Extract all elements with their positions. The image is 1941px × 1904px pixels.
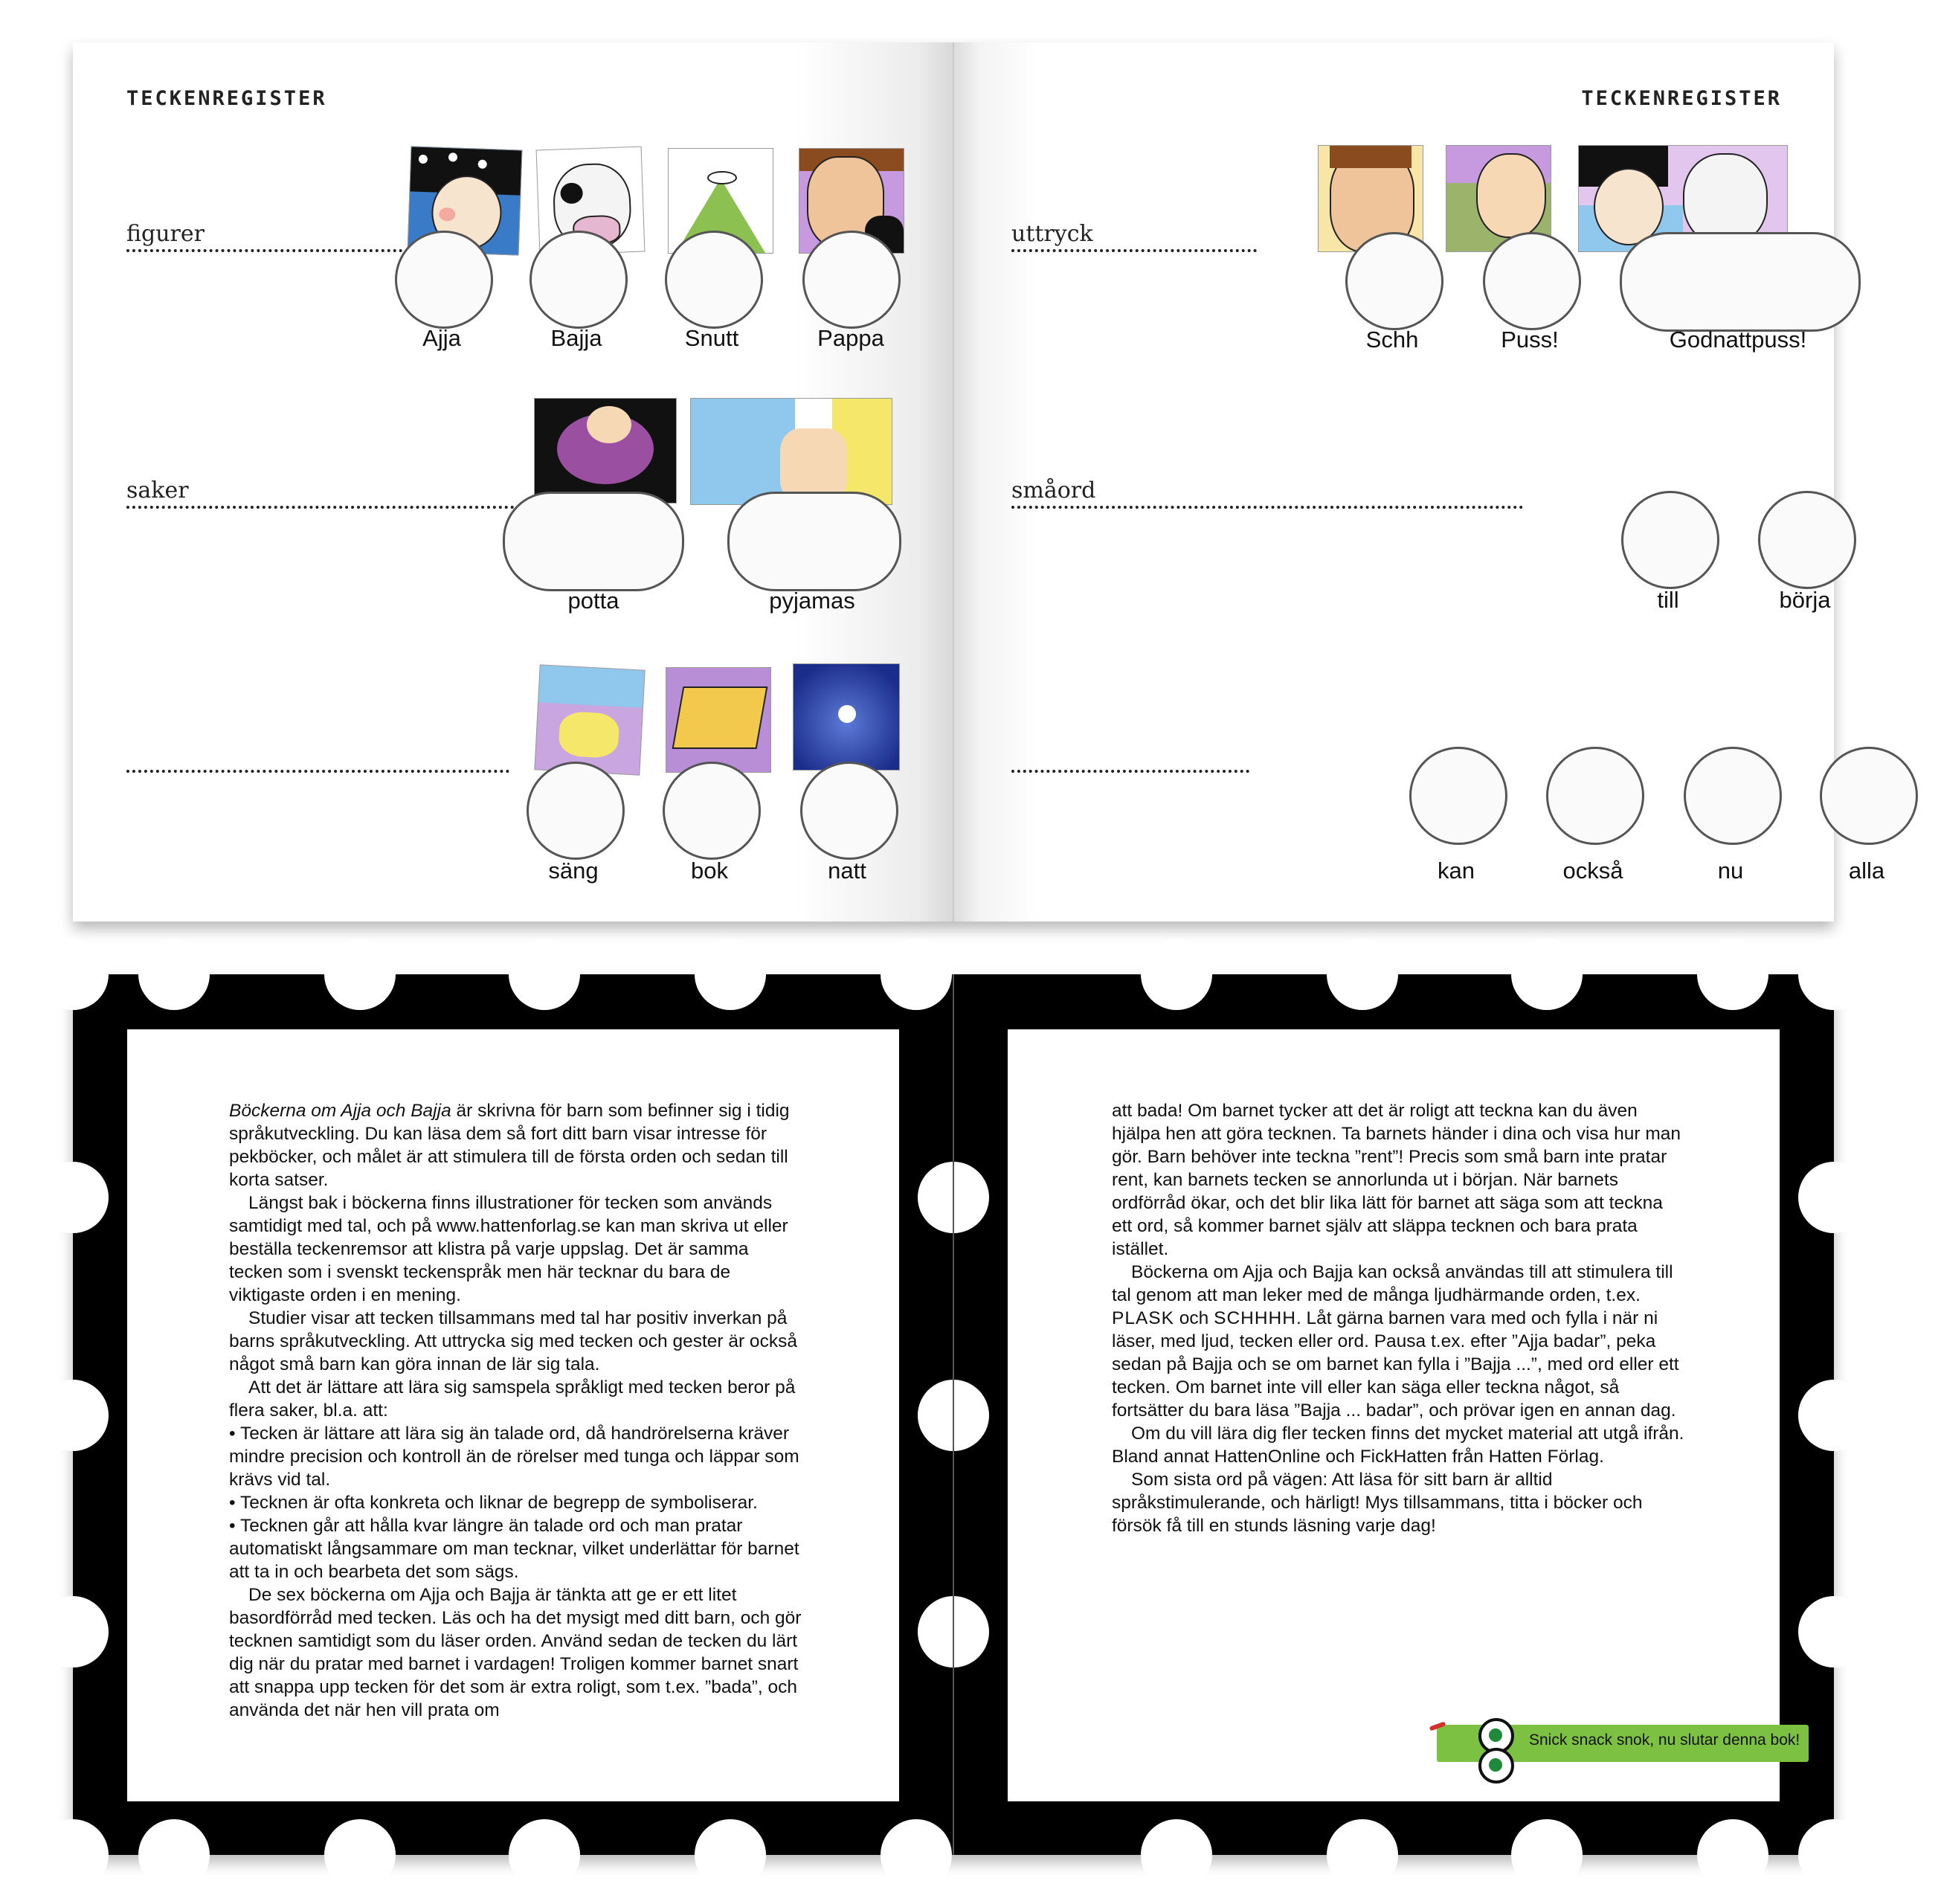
sign-natt-icon	[800, 762, 898, 860]
foreword-text-right	[1112, 1099, 1684, 1537]
polka-dot	[1697, 1819, 1768, 1891]
polka-dot	[324, 939, 396, 1010]
book-spine	[953, 42, 954, 922]
category-label: figurer	[126, 221, 205, 247]
paragraph: och	[1174, 1308, 1214, 1328]
category-label: saker	[126, 477, 189, 504]
polka-dot	[324, 1819, 396, 1891]
polka-dot	[881, 939, 952, 1010]
polka-dot	[1141, 939, 1212, 1010]
polka-dot	[37, 939, 109, 1010]
sign-pyjamas-icon	[727, 492, 901, 591]
dotted-line	[1011, 770, 1249, 773]
paragraph: att bada! Om barnet tycker att det är roligt att teckna kan du även hjälpa hen att göra tecknen. Ta barnets händer i dina och visa hur man gör. Barn behöver inte teckna ”rent”! Precis som små barn inte pratar rent, kan barnets tecken se annorlunda ut i början. När barnets ordförråd ökar, och det blir lika lätt för barnet att säga som att teckna ett ord, så kommer barnet själv att släppa tecknen och bara prata istället.	[1112, 1101, 1681, 1259]
pyjamas-illustration	[690, 398, 892, 505]
register-page-left	[73, 42, 953, 922]
sign-schh-icon	[1345, 232, 1443, 330]
dotted-line	[126, 506, 561, 509]
polka-dot	[1511, 1819, 1583, 1891]
polka-dot	[138, 939, 210, 1010]
polka-dot	[1511, 939, 1583, 1010]
paragraph: Att det är lättare att lära sig samspela språkligt med tecken beror på flera saker, bl.a. att:	[229, 1377, 796, 1421]
paragraph: Som sista ord på vägen: Att läsa för sitt barn är alltid språkstimulerande, och härligt! Mys tillsammans, titta i böcker och försök få till en stunds läsning varje dag!	[1112, 1470, 1643, 1536]
word-label: potta	[567, 588, 619, 614]
bullet-item: • Tecken är lättare att lära sig än talade ord, då handrörelserna kräver mindre precision och kontroll än de rörelser med tunga och läppar som krävs vid tal.	[229, 1424, 799, 1490]
sign-bok-icon	[663, 762, 761, 860]
word-label: börja	[1779, 587, 1831, 613]
category-label: småord	[1011, 477, 1096, 504]
polka-dot	[1798, 939, 1870, 1010]
sign-sang-icon	[527, 762, 625, 860]
paragraph: Böckerna om Ajja och Bajja kan också användas till att stimulera till tal genom att man leker med de många ljudhärmande orden, t.ex.	[1112, 1262, 1673, 1305]
dotted-line	[1011, 249, 1257, 252]
sign-ocksa-icon	[1546, 747, 1644, 845]
page-heading: TECKENREGISTER	[126, 87, 327, 110]
word-label: säng	[548, 858, 599, 884]
book-series-title: Böckerna om Ajja och Bajja	[229, 1101, 451, 1121]
polka-dot	[37, 1162, 109, 1233]
natt-illustration	[793, 663, 900, 771]
polka-dot	[37, 1380, 109, 1451]
bullet-item: • Tecknen går att hålla kvar längre än talade ord och man pratar automatiskt långsammare om man tecknar, vilket underlättar för barnet att ta in och bearbeta det som sägs.	[229, 1516, 799, 1582]
word-label: Pappa	[817, 325, 884, 351]
sang-illustration	[534, 664, 645, 775]
word-label: bok	[691, 858, 728, 884]
sign-kan-icon	[1409, 747, 1507, 845]
bok-illustration	[666, 667, 771, 773]
polka-dot	[1798, 1819, 1870, 1891]
polka-dot	[509, 1819, 580, 1891]
polka-dot	[1327, 939, 1398, 1010]
sign-potta-icon	[503, 492, 684, 591]
polka-dot	[695, 939, 766, 1010]
word-label: Bajja	[550, 325, 602, 351]
snake-banner-text: Snick snack snok, nu slutar denna bok!	[1529, 1731, 1800, 1749]
word-label: Snutt	[684, 325, 739, 351]
word-label: kan	[1438, 858, 1475, 884]
word-label: natt	[828, 858, 866, 884]
polka-dot	[1141, 1819, 1212, 1891]
dotted-line	[126, 770, 509, 773]
potta-illustration	[534, 398, 677, 504]
paragraph: Om du vill lära dig fler tecken finns det mycket material att utgå ifrån. Bland annat HattenOnline och FickHatten från Hatten Förlag.	[1112, 1424, 1684, 1467]
polka-dot	[1798, 1380, 1870, 1451]
onomatopoeia: SCHHHH	[1214, 1308, 1296, 1328]
onomatopoeia: PLASK	[1112, 1308, 1174, 1328]
sign-ajja-icon	[395, 231, 493, 329]
word-label: Godnattpuss!	[1669, 327, 1807, 353]
polka-dot	[695, 1819, 766, 1891]
word-label: pyjamas	[769, 588, 855, 614]
paragraph: . Låt gärna barnen vara med och fylla i när ni läser, med ljud, tecken eller ord. Pausa t.ex. efter ”Ajja badar”, peka sedan på Bajja och se om barnet kan fylla i ”Bajja ...”, med ord eller ett tecken. Om barnet inte vill eller kan säga eller teckna något, så fortsätter du bara läsa ”Bajja ... badar”, och prövar igen en annan dag.	[1112, 1308, 1679, 1421]
polka-dot	[1798, 1162, 1870, 1233]
polka-dot	[881, 1819, 952, 1891]
snake-eye-icon	[1478, 1748, 1514, 1784]
paragraph: Längst bak i böckerna finns illustrationer för tecken som används samtidigt med tal, och på www.hattenforlag.se kan man skriva ut eller beställa teckenremsor att klistra på varje uppslag. Det är samma tecken som i svenskt teckenspråk men här tecknar du bara de viktigaste orden i en mening.	[229, 1193, 788, 1305]
category-label: uttryck	[1011, 221, 1093, 247]
sign-puss-icon	[1483, 232, 1581, 330]
sign-snutt-icon	[665, 231, 763, 329]
register-page-right	[953, 42, 1885, 922]
dotted-line	[1011, 506, 1523, 509]
sign-bajja-icon	[529, 231, 628, 329]
word-label: till	[1657, 587, 1679, 613]
polka-dot	[138, 1819, 210, 1891]
paragraph: De sex böckerna om Ajja och Bajja är tänkta att ge er ett litet basordförråd med tecken. Läs och ha det mysigt med ditt barn, och gör tecknen samtidigt som du läser orden. Använd sedan de tecken du lärt dig när du pratar med barnet i vardagen! Troligen kommer barnet snart att snappa upp tecken för det som är extra roligt, som t.ex. ”bada”, och använda det när hen vill prata om	[229, 1585, 802, 1720]
polka-dot	[37, 1819, 109, 1891]
word-label: alla	[1848, 858, 1885, 884]
word-label: Ajja	[422, 325, 461, 351]
paragraph: Studier visar att tecken tillsammans med tal har positiv inverkan på barns språkutveckling. Att uttrycka sig med tecken och gester är också något små barn kan göra innan de lär sig tala.	[229, 1308, 797, 1374]
word-label: nu	[1717, 858, 1744, 884]
bullet-item: • Tecknen är ofta konkreta och liknar de begrepp de symboliserar.	[229, 1493, 758, 1513]
book-spine	[953, 974, 954, 1855]
polka-dot	[1697, 939, 1768, 1010]
sign-pappa-icon	[802, 231, 901, 329]
sign-alla-icon	[1820, 747, 1918, 845]
sign-borja-icon	[1758, 491, 1856, 589]
polka-dot	[37, 1596, 109, 1667]
word-label: Puss!	[1501, 327, 1559, 353]
sign-nu-icon	[1684, 747, 1782, 845]
sign-godnattpuss-icon	[1620, 232, 1861, 332]
polka-dot	[1798, 1596, 1870, 1667]
polka-dot	[1327, 1819, 1398, 1891]
foreword-text-left	[229, 1099, 802, 1722]
polka-dot	[509, 939, 580, 1010]
word-label: Schh	[1365, 327, 1419, 353]
paragraph: är skrivna för barn som befinner sig i tidig språkutveckling. Du kan läsa dem så fort ditt barn visar intresse för pekböcker, och målet är att stimulera till de första orden och sedan till korta satser.	[229, 1101, 790, 1190]
top-spread	[73, 42, 1885, 922]
page-heading: TECKENREGISTER	[1581, 87, 1782, 110]
sign-till-icon	[1621, 491, 1719, 589]
dotted-line	[126, 249, 450, 252]
word-label: också	[1562, 858, 1623, 884]
